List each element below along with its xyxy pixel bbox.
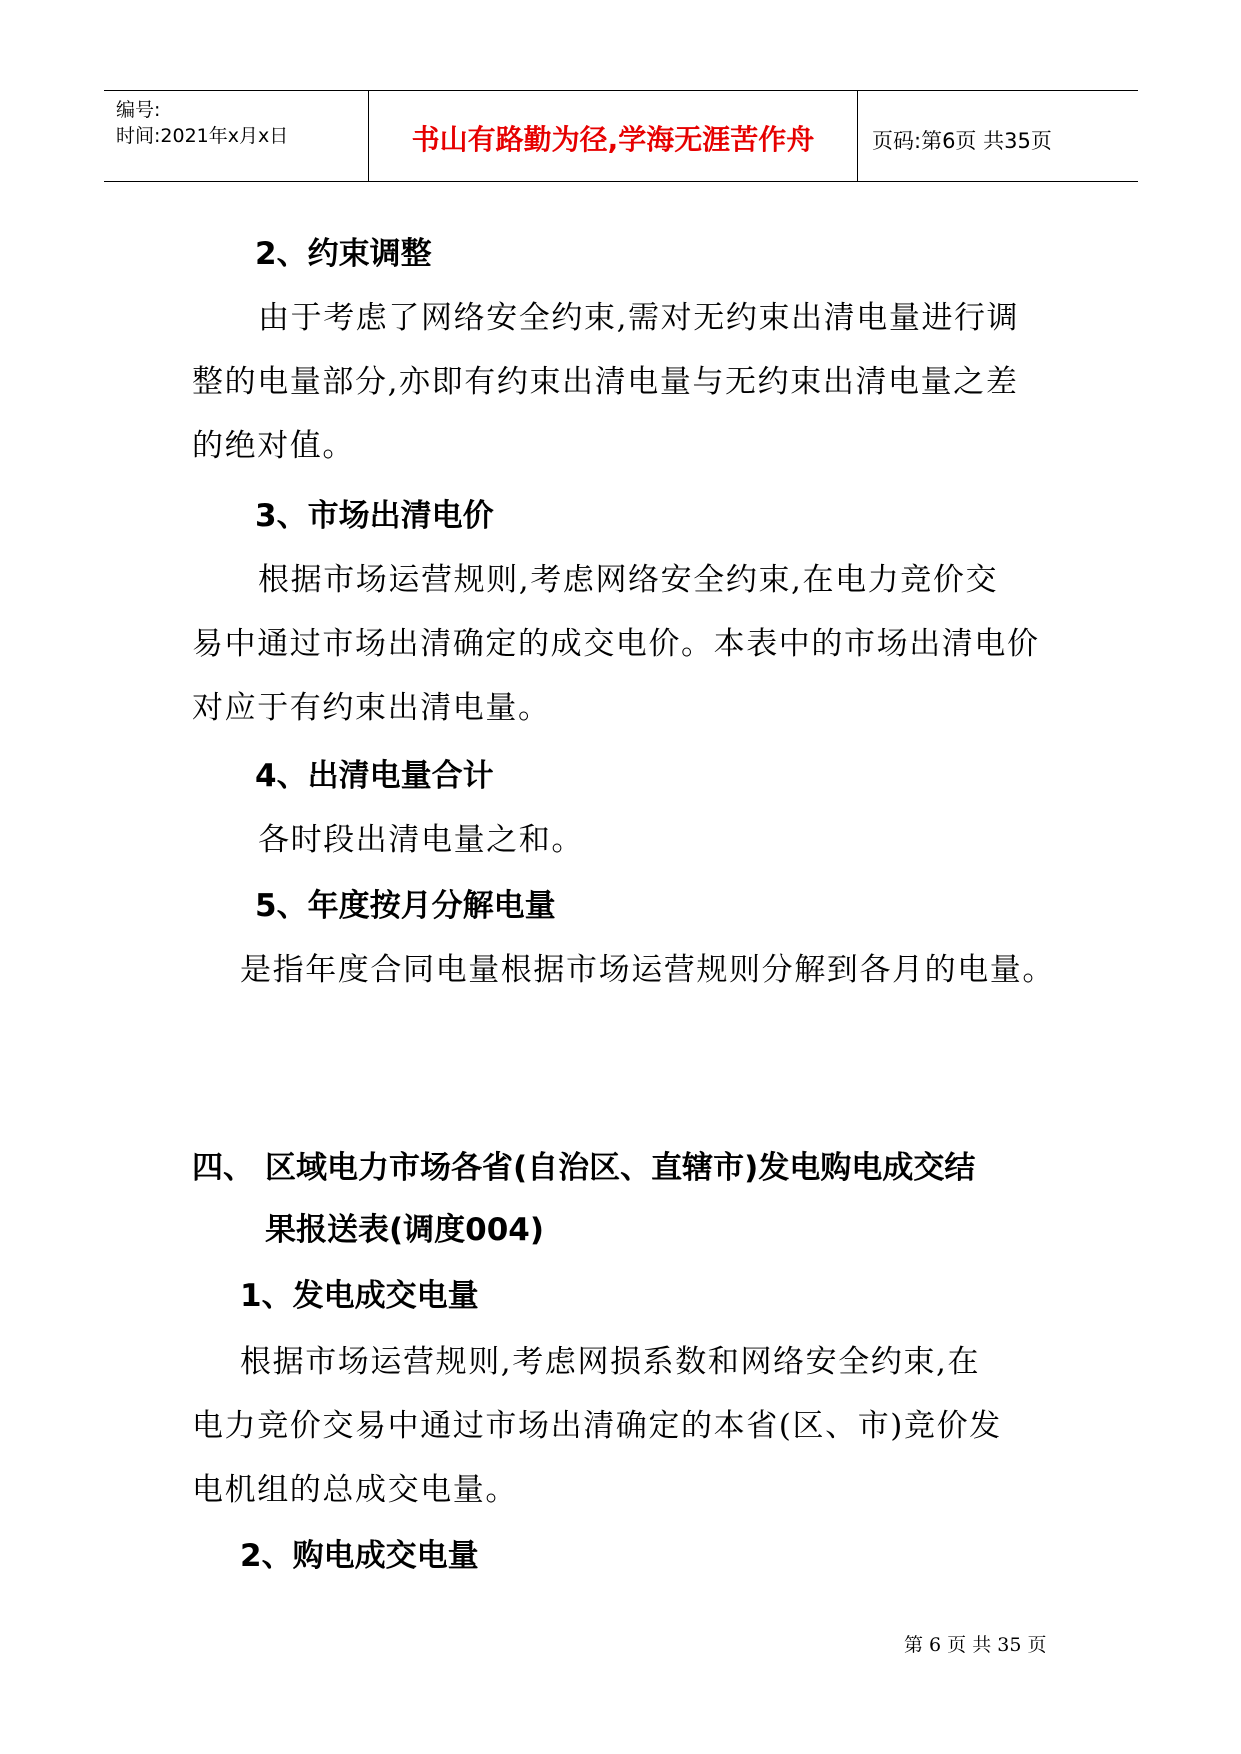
header-motto-cell (369, 91, 858, 181)
section-5-heading: 5、年度按月分解电量 (255, 888, 556, 924)
page-footer: 第 6 页 共 35 页 (904, 1634, 1047, 1656)
header-meta-cell (104, 91, 369, 181)
part-4-item-1-line-3: 电机组的总成交电量。 (192, 1472, 518, 1508)
part-4-item-1-line-1: 根据市场运营规则,考虑网损系数和网络安全约束,在 (240, 1344, 981, 1380)
header-motto: 书山有路勤为径,学海无涯苦作舟 (411, 123, 815, 156)
part-4-item-1-heading: 1、发电成交电量 (240, 1278, 479, 1314)
section-2-line-1: 由于考虑了网络安全约束,需对无约束出清电量进行调 (258, 300, 1020, 336)
page-header (104, 90, 1138, 182)
section-4-line-1: 各时段出清电量之和。 (258, 822, 584, 858)
part-4-title-line-2: 果报送表(调度004) (265, 1212, 545, 1248)
section-3-line-2: 易中通过市场出清确定的成交电价。本表中的市场出清电价 (192, 626, 1040, 662)
part-4-item-1-line-2: 电力竞价交易中通过市场出清确定的本省(区、市)竞价发 (192, 1408, 1002, 1444)
section-2-line-2: 整的电量部分,亦即有约束出清电量与无约束出清电量之差 (192, 364, 1019, 400)
part-4-number: 四、 (192, 1150, 254, 1186)
doc-number-label: 编号: (116, 99, 161, 121)
section-5-line-1: 是指年度合同电量根据市场运营规则分解到各月的电量。 (240, 952, 1055, 988)
section-2-line-3: 的绝对值。 (192, 428, 355, 464)
part-4-item-2-heading: 2、购电成交电量 (240, 1538, 479, 1574)
header-page-cell (858, 91, 1138, 181)
section-3-heading: 3、市场出清电价 (255, 498, 494, 534)
part-4-title-line-1: 区域电力市场各省(自治区、直辖市)发电购电成交结 (265, 1150, 976, 1186)
section-3-line-1: 根据市场运营规则,考虑网络安全约束,在电力竞价交 (258, 562, 999, 598)
doc-time-label: 时间:2021年x月x日 (116, 125, 289, 147)
section-3-line-3: 对应于有约束出清电量。 (192, 690, 551, 726)
header-page-info: 页码:第6页 共35页 (872, 129, 1052, 153)
section-2-heading: 2、约束调整 (255, 236, 432, 272)
section-4-heading: 4、出清电量合计 (255, 758, 494, 794)
